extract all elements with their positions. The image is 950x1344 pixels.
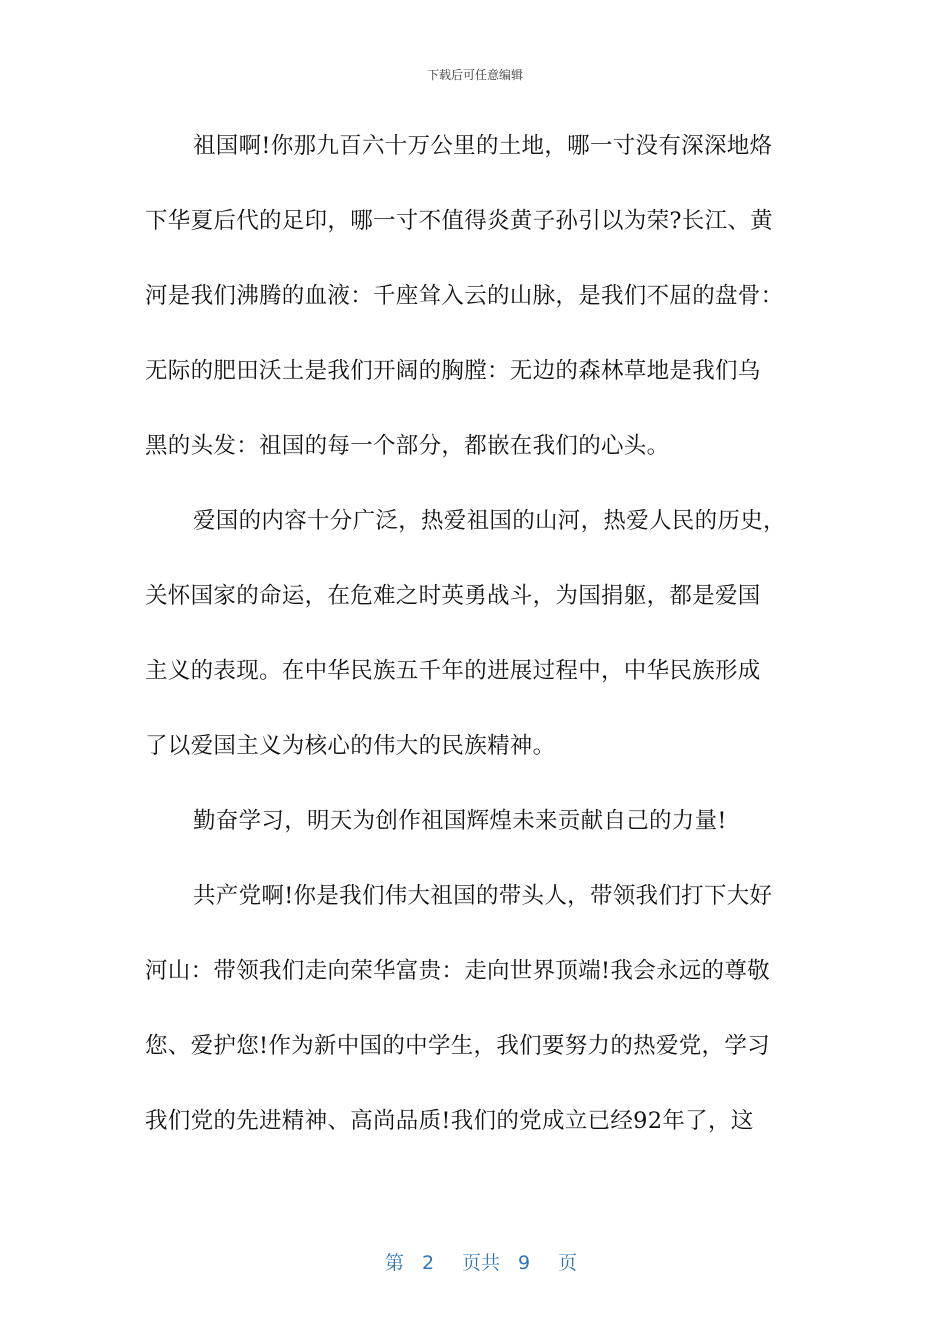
paragraph-line: 主义的表现。在中华民族五千年的进展过程中，中华民族形成 — [145, 658, 761, 684]
footer-total-pages: 9 — [518, 1252, 531, 1274]
paragraph-line: 了以爱国主义为核心的伟大的民族精神。 — [145, 733, 556, 759]
paragraph-line: 关怀国家的命运，在危难之时英勇战斗，为国捐躯，都是爱国 — [145, 583, 761, 609]
page-footer — [0, 1226, 950, 1275]
paragraph-line: 祖国啊!你那九百六十万公里的土地，哪一寸没有深深地烙 — [193, 133, 773, 159]
paragraph-line: 下华夏后代的足印，哪一寸不值得炎黄子孙引以为荣?长江、黄 — [145, 208, 773, 234]
document-body — [145, 124, 810, 1174]
footer-middle: 页共 — [462, 1252, 501, 1274]
page-header: 下载后可任意编辑 — [426, 68, 523, 82]
paragraph-line: 河是我们沸腾的血液：千座耸入云的山脉，是我们不屈的盘骨： — [145, 283, 784, 309]
footer-suffix: 页 — [558, 1252, 578, 1274]
paragraph-line: 共产党啊!你是我们伟大祖国的带头人，带领我们打下大好 — [193, 883, 773, 909]
paragraph-line: 勤奋学习，明天为创作祖国辉煌未来贡献自己的力量! — [193, 808, 727, 834]
footer-prefix: 第 — [384, 1252, 404, 1274]
footer-current-page: 2 — [421, 1252, 435, 1274]
paragraph-line: 您、爱护您!作为新中国的中学生，我们要努力的热爱党，学习 — [145, 1033, 770, 1059]
paragraph-line: 河山：带领我们走向荣华富贵：走向世界顶端!我会永远的尊敬 — [145, 958, 770, 984]
paragraph-line: 我们党的先进精神、高尚品质!我们的党成立已经92年了，这 — [145, 1108, 754, 1134]
paragraph-line: 无际的肥田沃土是我们开阔的胸膛：无边的森林草地是我们乌 — [145, 358, 761, 384]
paragraph-line: 黑的头发：祖国的每一个部分，都嵌在我们的心头。 — [145, 433, 670, 459]
paragraph-line: 爱国的内容十分广泛，热爱祖国的山河，热爱人民的历史， — [193, 508, 786, 534]
